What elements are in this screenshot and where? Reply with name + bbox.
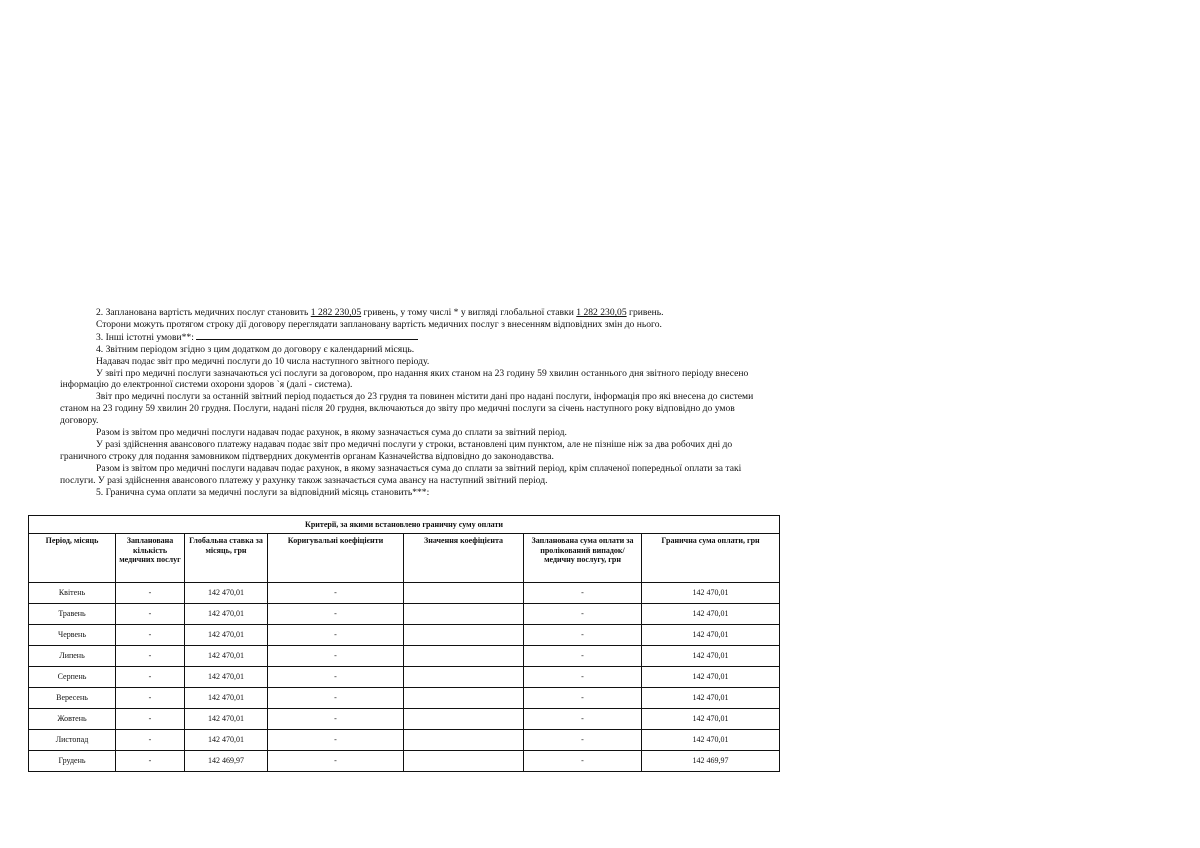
- planned-cost-text: 2. Запланована вартість медичних послуг становить: [96, 307, 311, 318]
- payment-limit-paragraph: 5. Гранична сума оплати за медичні послуги за відповідний місяць становить***:: [96, 486, 430, 498]
- cell-month: Вересень: [29, 688, 116, 709]
- cell-planned-quantity: -: [116, 730, 185, 751]
- cell-payment-limit: 142 470,01: [642, 688, 780, 709]
- advance-report-paragraph: У разі здійснення авансового платежу надавач подає звіт про медичні послуги у строки, встановлені цим пунктом, але не пізніше ніж за два робочих дні до граничного строку для подання замовником підтвердних документів органам Казначейства відповідно до законодавства.: [60, 438, 733, 462]
- cell-planned-case-sum: -: [524, 751, 642, 772]
- cell-planned-quantity: -: [116, 688, 185, 709]
- cell-global-rate: 142 470,01: [185, 688, 268, 709]
- report-contents-paragraph: У звіті про медичні послуги зазначаються усі послуги за договором, про надання яких станом на 23 годину 59 хвилин останнього дня звітного періоду внесено інформацію до електронної системи охорони здоров `я (далі - система).: [60, 367, 749, 391]
- cell-month: Травень: [29, 604, 116, 625]
- planned-cost-amount: 1 282 230,05: [310, 307, 362, 318]
- table-row: [29, 625, 780, 646]
- table-row: [29, 751, 780, 772]
- header-planned-case-sum: Запланована сума оплати за пролікований випадок/медичну послугу, грн: [524, 534, 642, 583]
- cell-global-rate: 142 470,01: [185, 583, 268, 604]
- cell-month: Жовтень: [29, 709, 116, 730]
- cell-correction-coefficients: -: [268, 646, 404, 667]
- table-row: [29, 583, 780, 604]
- cell-planned-quantity: -: [116, 604, 185, 625]
- cell-payment-limit: 142 470,01: [642, 604, 780, 625]
- table-row: [29, 646, 780, 667]
- header-planned-quantity: Запланована кількість медичних послуг: [116, 534, 185, 583]
- cell-coefficient-value: [404, 583, 524, 604]
- revision-paragraph: Сторони можуть протягом строку дії договору переглядати заплановану вартість медичних послуг з внесенням відповідних змін до нього.: [96, 318, 662, 330]
- header-correction-coefficients: Коригувальні коефіцієнти: [268, 534, 404, 583]
- cell-correction-coefficients: -: [268, 751, 404, 772]
- cell-correction-coefficients: -: [268, 730, 404, 751]
- cell-payment-limit: 142 469,97: [642, 751, 780, 772]
- cell-planned-case-sum: -: [524, 625, 642, 646]
- table-body: [29, 583, 780, 772]
- cell-month: Листопад: [29, 730, 116, 751]
- currency-text: гривень.: [626, 307, 664, 318]
- table-row: [29, 604, 780, 625]
- cell-global-rate: 142 470,01: [185, 646, 268, 667]
- cell-payment-limit: 142 470,01: [642, 709, 780, 730]
- cell-planned-case-sum: -: [524, 667, 642, 688]
- cell-global-rate: 142 470,01: [185, 604, 268, 625]
- cell-coefficient-value: [404, 730, 524, 751]
- cell-coefficient-value: [404, 688, 524, 709]
- cell-month: Серпень: [29, 667, 116, 688]
- table-row: [29, 730, 780, 751]
- cell-coefficient-value: [404, 604, 524, 625]
- cell-planned-case-sum: -: [524, 730, 642, 751]
- other-terms-paragraph: [60, 331, 772, 344]
- other-terms-label: 3. Інші істотні умови**:: [96, 331, 197, 343]
- cell-global-rate: 142 470,01: [185, 730, 268, 751]
- cell-correction-coefficients: -: [268, 709, 404, 730]
- global-rate-text: гривень, у тому числі * у вигляді глобальної ставки: [361, 307, 577, 318]
- cell-coefficient-value: [404, 625, 524, 646]
- contract-text: [60, 307, 772, 499]
- cell-payment-limit: 142 470,01: [642, 730, 780, 751]
- cell-planned-case-sum: -: [524, 709, 642, 730]
- planned-cost-paragraph: [60, 307, 772, 319]
- cell-coefficient-value: [404, 709, 524, 730]
- cell-coefficient-value: [404, 646, 524, 667]
- header-global-rate: Глобальна ставка за місяць, грн: [185, 534, 268, 583]
- cell-payment-limit: 142 470,01: [642, 646, 780, 667]
- cell-month: Липень: [29, 646, 116, 667]
- cell-month: Грудень: [29, 751, 116, 772]
- cell-planned-case-sum: -: [524, 583, 642, 604]
- cell-planned-quantity: -: [116, 709, 185, 730]
- cell-global-rate: 142 470,01: [185, 625, 268, 646]
- table-caption: Критерії, за якими встановлено граничну суму оплати: [29, 516, 780, 534]
- table-row: [29, 688, 780, 709]
- cell-correction-coefficients: -: [268, 625, 404, 646]
- cell-planned-quantity: -: [116, 646, 185, 667]
- cell-payment-limit: 142 470,01: [642, 583, 780, 604]
- cell-planned-quantity: -: [116, 625, 185, 646]
- cell-correction-coefficients: -: [268, 667, 404, 688]
- final-report-paragraph: Звіт про медичні послуги за останній звітний період подається до 23 грудня та повинен містити дані про надані послуги, інформація про які внесена до системи станом на 23 годину 59 хвилин 20 грудня. Послуги, надані після 20 грудня, включаються до звіту про медичні послуги за січень наступного року відповідно до умов договору.: [60, 391, 754, 427]
- cell-planned-quantity: -: [116, 667, 185, 688]
- cell-planned-case-sum: -: [524, 604, 642, 625]
- table-row: [29, 667, 780, 688]
- cell-payment-limit: 142 470,01: [642, 667, 780, 688]
- report-deadline-paragraph: Надавач подає звіт про медичні послуги до 10 числа наступного звітного періоду.: [96, 355, 430, 367]
- cell-planned-case-sum: -: [524, 646, 642, 667]
- cell-planned-quantity: -: [116, 751, 185, 772]
- header-coefficient-value: Значення коефіцієнта: [404, 534, 524, 583]
- cell-coefficient-value: [404, 751, 524, 772]
- cell-global-rate: 142 469,97: [185, 751, 268, 772]
- cell-correction-coefficients: -: [268, 604, 404, 625]
- cell-month: Червень: [29, 625, 116, 646]
- cell-correction-coefficients: -: [268, 583, 404, 604]
- cell-correction-coefficients: -: [268, 688, 404, 709]
- header-payment-limit: Гранична сума оплати, грн: [642, 534, 780, 583]
- header-period: Період, місяць: [29, 534, 116, 583]
- cell-planned-quantity: -: [116, 583, 185, 604]
- invoice-paragraph: Разом із звітом про медичні послуги надавач подає рахунок, в якому зазначається сума до сплати за звітний період.: [96, 427, 567, 439]
- cell-payment-limit: 142 470,01: [642, 625, 780, 646]
- payment-limits-table: [28, 515, 780, 772]
- cell-planned-case-sum: -: [524, 688, 642, 709]
- table-row: [29, 709, 780, 730]
- cell-month: Квітень: [29, 583, 116, 604]
- table-header-row: [29, 534, 780, 583]
- advance-invoice-paragraph: Разом із звітом про медичні послуги надавач подає рахунок, в якому зазначається сума до сплати за звітний період, крім сплаченої попередньої оплати за такі послуги. У разі здійснення авансового платежу у рахунку також зазначається сума авансу на наступний звітний період.: [60, 462, 742, 486]
- cell-global-rate: 142 470,01: [185, 667, 268, 688]
- cell-coefficient-value: [404, 667, 524, 688]
- global-rate-amount: 1 282 230,05: [576, 307, 627, 318]
- cell-global-rate: 142 470,01: [185, 709, 268, 730]
- reporting-period-paragraph: 4. Звітним періодом згідно з цим додатком до договору є календарний місяць.: [96, 343, 415, 355]
- other-terms-blank-line: [196, 331, 418, 340]
